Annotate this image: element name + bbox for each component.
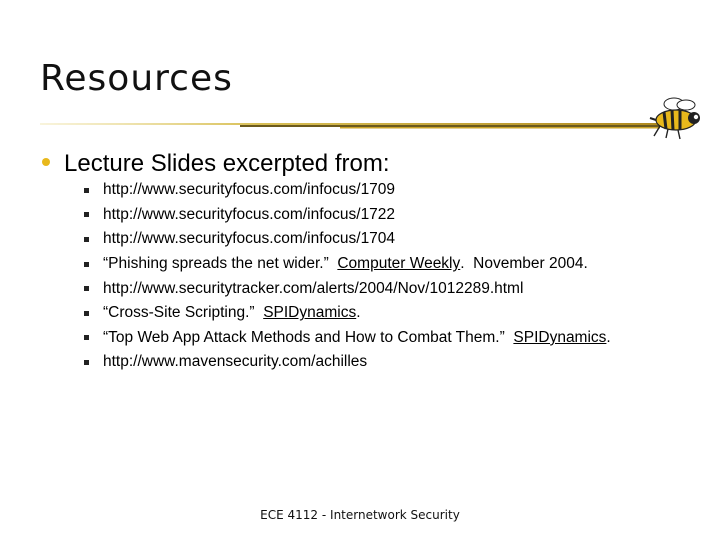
- square-bullet-icon: [84, 335, 89, 340]
- square-bullet-icon: [84, 262, 89, 267]
- bullet-dot-icon: [42, 158, 50, 166]
- source-link[interactable]: Computer Weekly: [337, 255, 461, 273]
- article-date: . November 2004.: [460, 255, 588, 273]
- resource-url: http://www.securityfocus.com/infocus/1709: [103, 181, 396, 199]
- resource-url: http://www.securityfocus.com/infocus/1722: [103, 205, 396, 223]
- resource-url: http://www.securityfocus.com/infocus/1704: [103, 230, 396, 248]
- list-item: [84, 326, 611, 351]
- square-bullet-icon: [84, 360, 89, 365]
- square-bullet-icon: [84, 188, 89, 193]
- resource-url: http://www.securitytracker.com/alerts/2004/Nov/1012289.html: [103, 279, 524, 297]
- list-item: [84, 252, 611, 277]
- slide-title: Resources: [40, 58, 233, 99]
- square-bullet-icon: [84, 311, 89, 316]
- main-bullet-text: Lecture Slides excerpted from:: [64, 150, 390, 177]
- slide-footer: ECE 4112 - Internetwork Security: [260, 508, 460, 522]
- list-item: [84, 276, 611, 301]
- list-item: [84, 178, 611, 203]
- list-item: [84, 301, 611, 326]
- list-item: [84, 350, 611, 375]
- square-bullet-icon: [84, 237, 89, 242]
- list-item: [84, 227, 611, 252]
- article-title: “Cross-Site Scripting.”: [103, 304, 264, 322]
- resource-url: http://www.mavensecurity.com/achilles: [103, 353, 368, 371]
- square-bullet-icon: [84, 286, 89, 291]
- source-link[interactable]: SPIDynamics: [513, 328, 607, 346]
- source-link[interactable]: SPIDynamics: [263, 304, 357, 322]
- article-title: “Phishing spreads the net wider.”: [103, 255, 338, 273]
- title-underline: [40, 119, 660, 133]
- resource-list: [84, 178, 611, 375]
- square-bullet-icon: [84, 212, 89, 217]
- buzz-bee-icon: [646, 96, 702, 140]
- list-item: [84, 203, 611, 228]
- article-title: “Top Web App Attack Methods and How to Combat Them.”: [103, 328, 514, 346]
- main-bullet: [42, 150, 390, 178]
- trailing-period: .: [356, 304, 361, 322]
- trailing-period: .: [606, 328, 611, 346]
